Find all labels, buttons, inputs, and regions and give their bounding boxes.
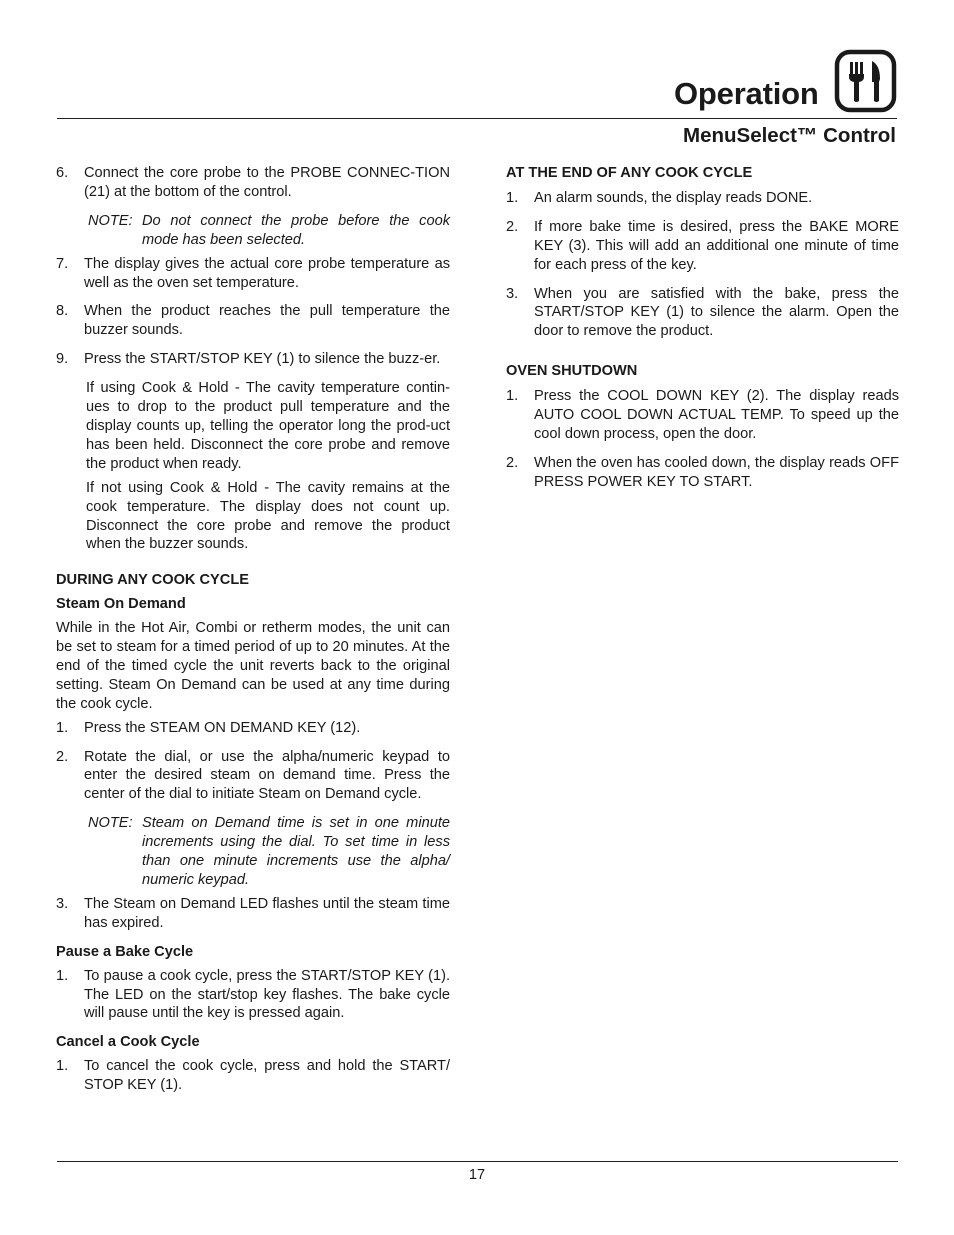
list-item (56, 895, 450, 933)
item-text: To pause a cook cycle, press the START/STOP KEY (1). The LED on the start/stop key flashes. The bake cycle will pause until the key is pressed again. (84, 967, 450, 1022)
page-title: Operation (674, 76, 819, 111)
subsection-heading: Cancel a Cook Cycle (56, 1034, 200, 1051)
item-text: When the product reaches the pull temperature the buzzer sounds. (84, 303, 450, 339)
note (56, 212, 450, 250)
list-item (56, 164, 450, 202)
item-number: 1. (506, 388, 519, 405)
fork-knife-icon (834, 49, 897, 113)
item-number: 3. (506, 285, 519, 302)
item-text: Press the COOL DOWN KEY (2). The display reads AUTO COOL DOWN ACTUAL TEMP. To speed up the cool down process, open the door. (534, 388, 899, 442)
item-number: 1. (56, 967, 69, 984)
list-item (56, 255, 450, 293)
list-item (506, 189, 899, 208)
list-item (56, 1057, 450, 1095)
item-number: 1. (56, 1058, 69, 1075)
item-number: 2. (506, 218, 519, 235)
section-heading: DURING ANY COOK CYCLE (56, 572, 249, 589)
item-text: Press the STEAM ON DEMAND KEY (12). (84, 719, 361, 736)
header-rule (57, 118, 897, 119)
item-text: The Steam on Demand LED flashes until the steam time has expired. (84, 895, 450, 931)
no-cook-hold-paragraph: If not using Cook & Hold - The cavity remains at the cook temperature. The display does not count up. Disconnect the core probe and remove the product when the buzzer sounds. (86, 479, 450, 553)
item-number: 2. (506, 454, 519, 471)
item-number: 3. (56, 895, 69, 912)
note-text: Do not connect the probe before the cook mode has been selected. (142, 212, 450, 248)
item-number: 7. (56, 255, 69, 272)
item-text: The display gives the actual core probe temperature as well as the oven set temperature. (84, 255, 450, 291)
cook-hold-paragraph: If using Cook & Hold - The cavity temperature contin-ues to drop to the product pull temperature and the display counts up, telling the operator long the prod-uct has been held. Disconnect the core probe and remove the product when ready. (86, 380, 450, 472)
subsection-heading: Pause a Bake Cycle (56, 943, 194, 960)
item-text: Press the START/STOP KEY (1) to silence the buzz-er. (84, 351, 441, 368)
steam-paragraph: While in the Hot Air, Combi or retherm modes, the unit can be set to steam for a timed period of up to 20 minutes. At the end of the timed cycle the unit reverts back to the original setting. Steam On Demand can be used at any time during the cook cycle. (56, 620, 450, 712)
item-text: Connect the core probe to the PROBE CONNEC-TION (21) at the bottom of the control. (84, 165, 450, 200)
right-column (506, 164, 899, 492)
list-item (56, 350, 450, 369)
item-text: When the oven has cooled down, the display reads OFF PRESS POWER KEY TO START. (534, 454, 899, 490)
item-number: 6. (56, 165, 69, 181)
item-number: 1. (506, 189, 519, 206)
subsection-heading: Steam On Demand (56, 596, 186, 613)
list-item (506, 218, 899, 275)
note (56, 814, 450, 890)
list-item (56, 748, 450, 805)
item-number: 9. (56, 351, 69, 368)
list-item (506, 285, 899, 342)
item-number: 1. (56, 719, 69, 736)
item-text: An alarm sounds, the display reads DONE. (534, 189, 813, 206)
footer-rule (57, 1161, 898, 1162)
item-text: Rotate the dial, or use the alpha/numeric keypad to enter the desired steam on demand time. Press the center of the dial to initiate Steam on Demand cycle. (84, 748, 450, 803)
item-text: If more bake time is desired, press the BAKE MORE KEY (3). This will add an additional one minute of time for each press of the key. (534, 218, 899, 273)
section-subtitle: MenuSelect™ Control (683, 124, 896, 147)
list-item (56, 719, 450, 738)
note-text: Steam on Demand time is set in one minute increments using the dial. To set time in less than one minute increments use the alpha/ numeric keypad. (142, 815, 450, 888)
left-column (56, 164, 450, 1095)
section-heading: AT THE END OF ANY COOK CYCLE (506, 165, 753, 181)
list-item (56, 967, 450, 1024)
section-heading: OVEN SHUTDOWN (506, 363, 638, 380)
list-item (506, 454, 899, 492)
list-item (56, 302, 450, 340)
item-text: To cancel the cook cycle, press and hold the START/ STOP KEY (1). (84, 1058, 450, 1094)
note-label: NOTE: (88, 212, 133, 229)
item-text: When you are satisfied with the bake, press the START/STOP KEY (1) to silence the alarm. Open the door to remove the product. (534, 285, 899, 340)
page-number: 17 (468, 1167, 486, 1183)
note-label: NOTE: (88, 815, 133, 832)
item-number: 2. (56, 748, 69, 765)
list-item (506, 387, 899, 444)
item-number: 8. (56, 303, 69, 320)
